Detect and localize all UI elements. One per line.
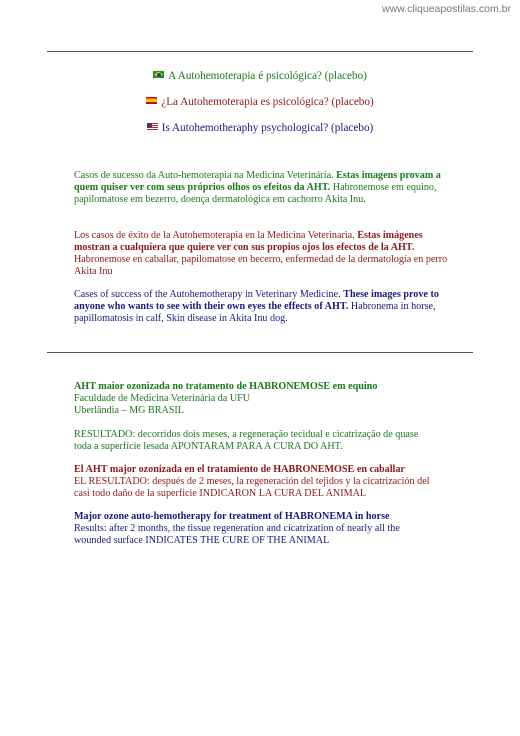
intro-en-bold: These images prove to anyone who wants to see with their own eyes the effects of AHT. [74, 289, 439, 312]
intro-en-species: Habronema in horse, papillomatosis in calf, Skin disease in Akita Inu dog. [74, 301, 436, 324]
middle-divider [47, 352, 473, 353]
title-pt-text: A Autohemoterapia é psicológica? (placebo) [168, 70, 367, 82]
intro-en [74, 289, 454, 325]
result-pt [74, 429, 454, 453]
intro-es [74, 230, 454, 278]
case-en [74, 511, 454, 547]
case-pt-title: AHT maior ozonizada no tratamento de HABRONEMOSE em equino [74, 381, 378, 392]
title-pt [0, 70, 520, 82]
result-es-line2: casi todo daño de la superficie INDICARON LA CURA DEL ANIMAL [74, 488, 367, 499]
intro-es-bold: Estas imágenes mostran a cualquiera que quiere ver con sus propios ojos los efectos de la AHT. [74, 230, 423, 253]
case-en-title: Major ozone auto-hemotherapy for treatment of HABRONEMA in horse [74, 511, 390, 522]
case-pt-institution: Faculdade de Medicina Veterinária da UFU [74, 393, 251, 404]
title-es [0, 96, 520, 108]
intro-es-species: Habronemose en caballar, papilomatose en becerro, enfermedad de la dermatología en perro Akita Inu [74, 254, 448, 277]
result-en-line1: Results: after 2 months, the tissue regeneration and cicatrization of nearly all the [74, 523, 400, 534]
site-watermark: www.cliqueapostilas.com.br [382, 3, 511, 15]
intro-en-text: Cases of success of the Autohemotherapy in Veterinary Medicine. [74, 289, 344, 300]
title-es-text: ¿La Autohemoterapia es psicológica? (placebo) [161, 96, 374, 108]
case-es-title: El AHT major ozonizada en el tratamiento de HABRONEMOSE en caballar [74, 464, 405, 475]
intro-pt-species: Habronemose em equino, papilomatose em bezerro, doença dermatológica em cachorro Akita Inu. [74, 182, 437, 205]
result-es-line1: EL RESULTADO: después de 2 meses, la regeneración del tejidos y la cicatrización del [74, 476, 430, 487]
case-pt-location: Uberlândia – MG BRASIL [74, 405, 184, 416]
spain-flag-icon [146, 97, 157, 104]
case-pt [74, 381, 454, 417]
result-en-line2: wounded surface INDICATES THE CURE OF THE ANIMAL [74, 535, 330, 546]
intro-pt-bold: Estas imagens provam a quem quiser ver com seus próprios olhos os efeitos da AHT. [74, 170, 441, 193]
case-es [74, 464, 454, 500]
top-divider [47, 51, 473, 52]
intro-pt [74, 170, 454, 206]
intro-pt-text: Casos de sucesso da Auto-hemoterapia na Medicina Veterinária. [74, 170, 337, 181]
title-en-text: Is Autohemotheraphy psychological? (placebo) [161, 122, 374, 134]
result-pt-line2: toda a superfície lesada APONTARAM PARA A CURA DO AHT. [74, 441, 343, 452]
usa-flag-icon [147, 123, 158, 130]
intro-es-text: Los casos de éxito de la Autohemoterapia en la Medicina Veterinaria. [74, 230, 358, 241]
result-pt-line1: RESULTADO: decorridos dois meses, a regeneração tecidual e cicatrização de quase [74, 429, 419, 440]
brazil-flag-icon [153, 71, 164, 78]
title-en [0, 122, 520, 134]
